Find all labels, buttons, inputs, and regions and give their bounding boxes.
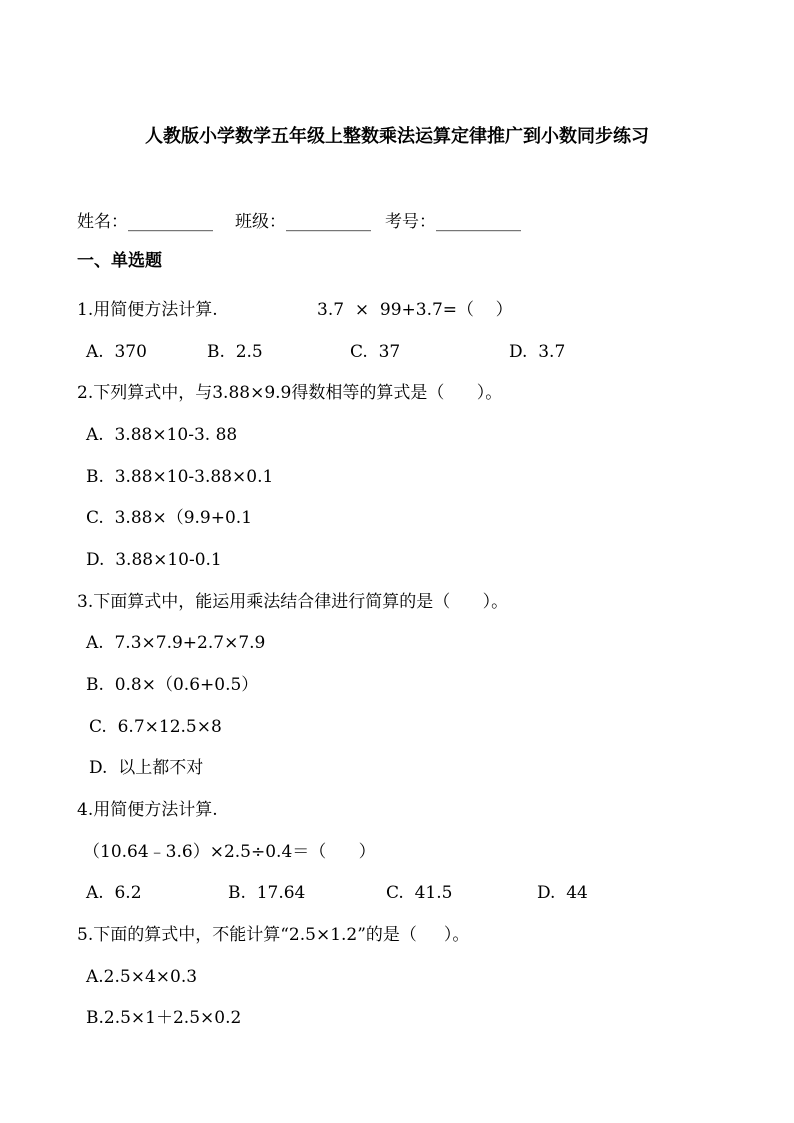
option-d: D. 3.88×10-0.1	[86, 550, 222, 570]
option-a: A. 3.88×10-3. 88	[86, 425, 238, 445]
option-d: D. 44	[537, 883, 588, 903]
question-expression: （10.64﹣3.6）×2.5÷0.4＝（ ）	[83, 842, 376, 862]
option-c: C. 3.88×（9.9+0.1	[86, 508, 253, 528]
option-b: B. 17.64	[228, 883, 306, 903]
option-b: B. 3.88×10-3.88×0.1	[86, 467, 274, 487]
question-stem: 3.下面算式中，能运用乘法结合律进行简算的是（ ）。	[77, 592, 509, 612]
question-stem: 2.下列算式中，与3.88×9.9得数相等的算式是（ ）。	[77, 383, 503, 403]
option-b: B.2.5×1＋2.5×0.2	[86, 1008, 242, 1028]
question-stem: 1.用简便方法计算.	[77, 300, 218, 320]
option-d: D. 以上都不对	[89, 758, 204, 778]
option-b: B. 0.8×（0.6+0.5）	[86, 675, 259, 695]
section-heading: 一、单选题	[77, 251, 162, 271]
option-a: A. 370	[86, 342, 147, 362]
option-a: A. 7.3×7.9+2.7×7.9	[86, 633, 266, 653]
option-d: D. 3.7	[509, 342, 566, 362]
exam-number-field: 考号：__________	[385, 212, 521, 232]
question-expression: 3.7 × 99+3.7=（ ）	[317, 300, 513, 320]
option-c: C. 37	[350, 342, 401, 362]
option-a: A.2.5×4×0.3	[86, 967, 198, 987]
option-c: C. 6.7×12.5×8	[89, 717, 222, 737]
class-field: 班级：__________	[235, 212, 371, 232]
question-stem: 5.下面的算式中，不能计算“2.5×1.2”的是（ ）。	[77, 925, 470, 945]
option-b: B. 2.5	[207, 342, 263, 362]
question-stem: 4.用简便方法计算.	[77, 800, 218, 820]
option-a: A. 6.2	[86, 883, 142, 903]
document-title: 人教版小学数学五年级上整数乘法运算定律推广到小数同步练习	[145, 126, 649, 147]
option-c: C. 41.5	[386, 883, 453, 903]
name-field: 姓名：__________	[77, 212, 213, 232]
